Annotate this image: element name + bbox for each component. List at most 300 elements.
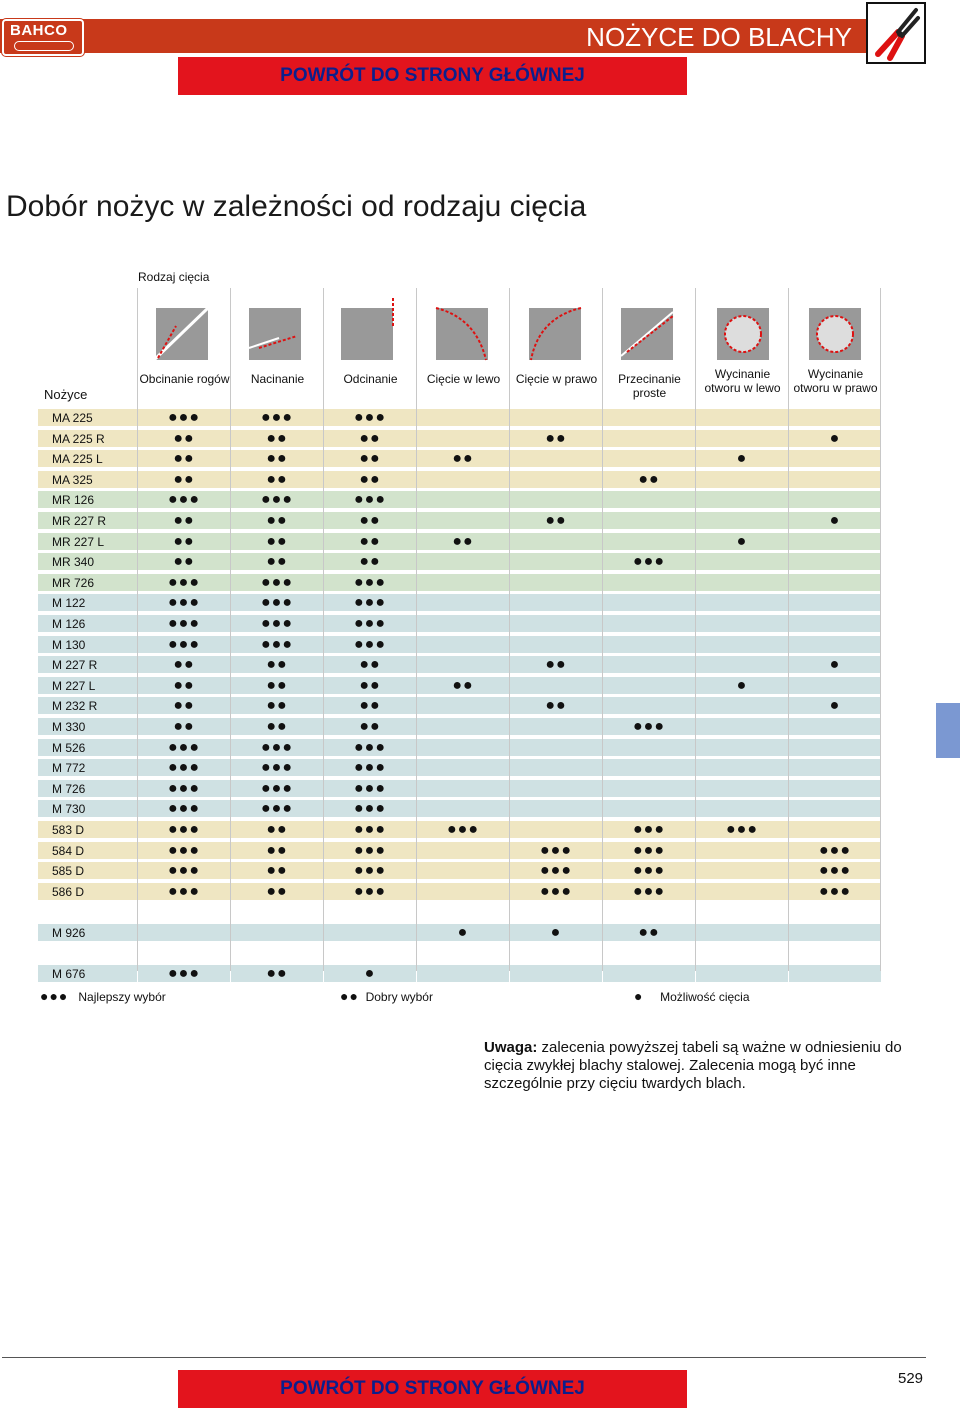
rating-dots: ●●● (633, 718, 665, 735)
rating-dots: ●● (173, 470, 195, 488)
table-row (38, 923, 882, 943)
rating-cell (417, 945, 509, 962)
rating-dots: ●●● (819, 841, 851, 859)
rating-cell (696, 718, 788, 735)
rating-dots: ●● (638, 470, 660, 488)
rating-dots: ●●● (261, 635, 293, 653)
shears-model: M 926 (52, 926, 86, 940)
footer-rule (2, 1357, 926, 1358)
legend-best: ●●● Najlepszy wybór (40, 988, 166, 1004)
rating-cell (789, 924, 881, 941)
rating-dots: ●● (173, 512, 195, 529)
shears-model: 586 D (52, 884, 85, 899)
rating-cell (696, 512, 788, 529)
rating-dots: ●●● (819, 862, 851, 880)
rating-dots: ●●● (168, 573, 200, 591)
rating-dots: ●●● (354, 491, 386, 509)
rating-dots: ● (736, 676, 748, 694)
rating-cell (789, 574, 881, 591)
table-row (38, 779, 882, 799)
rating-cell (324, 945, 416, 962)
shears-column-label: Nożyce (44, 387, 88, 402)
rating-dots: ●● (173, 553, 195, 571)
rating-dots: ●●● (261, 615, 293, 632)
rating-dots: ●● (266, 532, 288, 550)
rating-cell (417, 491, 509, 508)
rating-cell (789, 739, 881, 756)
rating-dots: ●● (173, 532, 195, 550)
column-divider (788, 288, 789, 971)
rating-cell (510, 636, 602, 653)
rating-cell (510, 965, 602, 982)
rating-cell (789, 409, 881, 426)
rating-cell (789, 594, 881, 611)
rating-dots: ●●● (168, 491, 200, 509)
rating-cell (603, 800, 695, 817)
rating-cell (324, 903, 416, 920)
rating-dots: ●● (545, 512, 567, 529)
table-row (38, 552, 882, 572)
rating-cell (603, 739, 695, 756)
rating-cell (510, 821, 602, 838)
rating-cell (417, 800, 509, 817)
col-head-7: Wycinanie otworu w prawo (793, 367, 878, 395)
rating-cell (696, 800, 788, 817)
table-row (38, 820, 882, 840)
rating-cell (417, 471, 509, 488)
shears-model: MA 225 (52, 411, 93, 425)
legend-good: ●● Dobry wybór (340, 988, 433, 1004)
rating-cell (789, 533, 881, 550)
rating-cell (510, 450, 602, 467)
rating-cell (417, 656, 509, 673)
rating-cell (603, 615, 695, 632)
rating-cell (138, 945, 230, 962)
rating-dots: ●● (359, 697, 381, 715)
rating-cell (231, 945, 323, 962)
rating-cell (510, 903, 602, 920)
shears-model: M 330 (52, 720, 86, 734)
shears-model: M 676 (52, 967, 86, 982)
rating-cell (696, 594, 788, 611)
rating-cell (417, 739, 509, 756)
shears-model: 585 D (52, 864, 85, 879)
rating-cell (789, 821, 881, 838)
rating-dots: ●● (545, 656, 567, 674)
table-row (38, 511, 882, 531)
rating-dots: ●● (359, 553, 381, 571)
shears-model: MR 227 L (52, 534, 105, 549)
rating-dots: ●● (359, 429, 381, 447)
rating-dots: ●● (173, 450, 195, 468)
col-head-6: Wycinanie otworu w lewo (704, 367, 781, 395)
rating-dots: ●●● (540, 862, 572, 880)
rating-cell (696, 574, 788, 591)
rating-cell (789, 718, 881, 735)
rating-dots: ●●● (261, 594, 293, 612)
table-row (38, 635, 882, 655)
rating-dots: ●●● (261, 759, 293, 777)
rating-dots: ●●● (168, 409, 200, 426)
rating-dots: ●● (452, 676, 474, 694)
rating-dots: ●● (173, 676, 195, 694)
rating-cell (417, 636, 509, 653)
rating-cell (603, 780, 695, 797)
rating-dots: ● (364, 965, 376, 983)
shears-model: M 227 L (52, 678, 96, 693)
rating-dots: ●●● (168, 882, 200, 900)
column-divider (230, 288, 231, 971)
straight-cut-icon (621, 308, 673, 360)
rating-dots: ●●● (354, 615, 386, 632)
shears-model: M 526 (52, 740, 86, 755)
rating-dots: ●● (173, 656, 195, 674)
rating-cell (510, 491, 602, 508)
rating-cell (789, 677, 881, 694)
rating-dots: ●●● (633, 862, 665, 880)
rating-cell (510, 553, 602, 570)
rating-cell (603, 656, 695, 673)
rating-dots: ●● (638, 924, 660, 941)
rating-cell (510, 574, 602, 591)
rating-cell (696, 697, 788, 714)
rating-cell (789, 636, 881, 653)
rating-cell (510, 800, 602, 817)
rating-dots: ●●● (261, 491, 293, 509)
rating-dots: ●●● (354, 841, 386, 859)
rating-cell (417, 883, 509, 900)
rating-dots: ●●● (354, 821, 386, 838)
rating-dots: ● (550, 924, 562, 941)
col-head-2: Odcinanie (343, 372, 398, 386)
rating-cell (696, 409, 788, 426)
rating-dots: ●● (452, 450, 474, 468)
table-row (38, 861, 882, 881)
shears-model: MR 126 (52, 493, 95, 508)
rating-dots: ●●● (168, 738, 200, 756)
rating-dots: ●●● (633, 841, 665, 859)
rating-cell (696, 945, 788, 962)
rating-dots: ●●● (819, 882, 851, 900)
rating-cell (789, 615, 881, 632)
shears-model: M 726 (52, 781, 86, 796)
rating-cell (231, 924, 323, 941)
rating-dots: ●●● (354, 635, 386, 653)
trimming-icon (341, 308, 393, 360)
rating-dots: ●● (266, 882, 288, 900)
column-divider (880, 288, 881, 971)
hole-right-icon (809, 308, 861, 360)
back-to-home-button-top[interactable]: POWRÓT DO STRONY GŁÓWNEJ (178, 57, 687, 95)
table-row (38, 655, 882, 675)
rating-dots: ●● (359, 718, 381, 735)
rating-cell (603, 574, 695, 591)
rating-cell (696, 430, 788, 447)
shears-model: M 772 (52, 761, 86, 776)
rating-cell (696, 780, 788, 797)
hole-left-icon (717, 308, 769, 360)
rating-dots: ●● (266, 656, 288, 674)
rating-cell (417, 759, 509, 776)
rating-cell (696, 862, 788, 879)
table-row (38, 882, 882, 902)
rating-cell (417, 780, 509, 797)
table-row (38, 902, 882, 922)
rating-cell (603, 512, 695, 529)
rating-dots: ●●● (261, 738, 293, 756)
rating-dots: ●● (173, 429, 195, 447)
rating-cell (510, 780, 602, 797)
rating-cell (603, 697, 695, 714)
table-row (38, 532, 882, 552)
rating-cell (510, 739, 602, 756)
rating-cell (417, 594, 509, 611)
rating-dots: ●●● (540, 841, 572, 859)
notching-icon (249, 308, 301, 360)
rating-dots: ●● (266, 470, 288, 488)
rating-cell (696, 965, 788, 982)
shears-model: M 730 (52, 802, 86, 817)
rating-cell (510, 533, 602, 550)
rating-dots: ●●● (354, 594, 386, 612)
rating-dots: ●● (545, 429, 567, 447)
rating-cell (510, 615, 602, 632)
rating-cell (417, 965, 509, 982)
rating-dots: ●● (359, 470, 381, 488)
rating-cell (603, 945, 695, 962)
rating-dots: ● (736, 450, 748, 468)
rating-cell (603, 636, 695, 653)
rating-dots: ●●● (354, 759, 386, 777)
rating-cell (417, 842, 509, 859)
rating-dots: ●● (359, 532, 381, 550)
legend-possible: ● Możliwość cięcia (634, 988, 750, 1004)
rating-cell (417, 718, 509, 735)
table-row (38, 799, 882, 819)
shears-model: M 232 R (52, 699, 98, 714)
rating-dots: ●●● (168, 841, 200, 859)
rating-cell (324, 924, 416, 941)
rating-cell (789, 945, 881, 962)
rating-dots: ●● (359, 512, 381, 529)
rating-cell (510, 409, 602, 426)
rating-cell (789, 965, 881, 982)
rating-cell (417, 862, 509, 879)
rating-dots: ●●● (354, 862, 386, 880)
table-row (38, 944, 882, 964)
table-row (38, 964, 882, 984)
table-row (38, 470, 882, 490)
table-row (38, 696, 882, 716)
rating-dots: ●● (266, 841, 288, 859)
rating-cell (417, 430, 509, 447)
table-row (38, 449, 882, 469)
table-row (38, 408, 882, 428)
rating-cell (696, 553, 788, 570)
rating-cell (417, 512, 509, 529)
cut-type-label: Rodzaj cięcia (138, 270, 210, 284)
rating-dots: ●●● (354, 800, 386, 818)
rating-cell (696, 636, 788, 653)
rating-dots: ●●● (633, 821, 665, 838)
rating-dots: ●●● (168, 759, 200, 777)
rating-cell (510, 594, 602, 611)
rating-cell (138, 903, 230, 920)
rating-dots: ●●● (540, 882, 572, 900)
row-name-cell (38, 903, 137, 920)
rating-cell (789, 471, 881, 488)
rating-cell (417, 574, 509, 591)
rating-cell (696, 903, 788, 920)
table-row (38, 593, 882, 613)
rating-cell (417, 697, 509, 714)
column-divider (323, 288, 324, 971)
table-header (38, 288, 882, 406)
rating-dots: ●● (266, 676, 288, 694)
shears-selection-table (38, 288, 882, 983)
page-number: 529 (898, 1370, 924, 1387)
rating-cell (603, 965, 695, 982)
rating-cell (510, 945, 602, 962)
rating-dots: ●●● (354, 779, 386, 797)
rating-cell (417, 553, 509, 570)
col-head-3: Cięcie w lewo (426, 372, 501, 386)
side-tab[interactable] (936, 703, 960, 758)
rating-cell (789, 450, 881, 467)
rating-cell (603, 533, 695, 550)
corner-cut-icon (156, 308, 208, 360)
rating-cell (696, 842, 788, 859)
column-divider (695, 288, 696, 971)
table-row (38, 429, 882, 449)
rating-dots: ●● (452, 532, 474, 550)
cut-right-icon (529, 308, 581, 360)
rating-dots: ●● (545, 697, 567, 715)
rating-dots: ●● (266, 553, 288, 571)
rating-dots: ●● (266, 718, 288, 735)
rating-dots: ●● (266, 512, 288, 529)
shears-model: 583 D (52, 823, 85, 837)
shears-model: 584 D (52, 843, 85, 858)
rating-cell (603, 594, 695, 611)
rating-dots: ●● (266, 862, 288, 880)
rating-dots: ● (829, 697, 841, 715)
rating-cell (603, 903, 695, 920)
rating-dots: ●●● (261, 800, 293, 818)
rating-cell (231, 903, 323, 920)
rating-cell (696, 924, 788, 941)
rating-cell (789, 759, 881, 776)
rating-cell (510, 677, 602, 694)
rating-dots: ●●● (354, 409, 386, 426)
table-row (38, 614, 882, 634)
rating-cell (138, 924, 230, 941)
column-divider (137, 288, 138, 971)
rating-dots: ●●● (354, 738, 386, 756)
shears-icon (866, 2, 926, 64)
rating-dots: ●●● (354, 573, 386, 591)
rating-dots: ●●● (261, 409, 293, 426)
rating-cell (603, 677, 695, 694)
shears-model: M 126 (52, 617, 86, 631)
table-row (38, 738, 882, 758)
shears-model: M 227 R (52, 658, 98, 673)
rating-cell (603, 491, 695, 508)
rating-cell (696, 491, 788, 508)
rating-dots: ●●● (261, 573, 293, 591)
rating-cell (603, 409, 695, 426)
rating-dots: ● (457, 924, 469, 941)
rating-dots: ●●● (633, 553, 665, 571)
rating-cell (696, 759, 788, 776)
section-title: NOŻYCE DO BLACHY (586, 22, 852, 52)
rating-cell (417, 409, 509, 426)
table-row (38, 676, 882, 696)
rating-dots: ●●● (168, 779, 200, 797)
col-head-4: Cięcie w prawo (515, 372, 598, 386)
rating-cell (603, 450, 695, 467)
shears-model: MA 325 (52, 472, 93, 487)
rating-cell (789, 491, 881, 508)
table-row (38, 717, 882, 737)
rating-cell (789, 800, 881, 817)
rating-dots: ●● (266, 697, 288, 715)
rating-dots: ●●● (168, 821, 200, 838)
col-head-1: Nacinanie (250, 372, 305, 386)
column-divider (509, 288, 510, 971)
row-name-cell (38, 945, 137, 962)
rating-dots: ● (829, 512, 841, 529)
rating-cell (696, 615, 788, 632)
rating-dots: ●● (359, 676, 381, 694)
shears-model: MA 225 L (52, 452, 103, 467)
rating-cell (603, 759, 695, 776)
shears-model: MR 340 (52, 555, 95, 570)
rating-dots: ●●● (168, 862, 200, 880)
rating-dots: ●●● (354, 882, 386, 900)
rating-dots: ●● (266, 965, 288, 983)
table-row (38, 758, 882, 778)
back-to-home-button-bottom[interactable]: POWRÓT DO STRONY GŁÓWNEJ (178, 1370, 687, 1408)
rating-dots: ●●● (726, 821, 758, 838)
col-head-5: Przecinanie proste (618, 372, 681, 400)
rating-dots: ●● (359, 656, 381, 674)
table-row (38, 490, 882, 510)
rating-cell (510, 759, 602, 776)
col-head-0: Obcinanie rogów (139, 372, 230, 386)
rating-dots: ●● (266, 429, 288, 447)
rating-dots: ●●● (168, 965, 200, 983)
note-text: Uwaga: zalecenia powyższej tabeli są ważne w odniesieniu do cięcia zwykłej blachy stalowej. Zalecenia mogą być inne szczególnie przy cięciu twardych blach. (484, 1039, 902, 1092)
rating-dots: ●●● (447, 821, 479, 838)
shears-model: M 130 (52, 637, 86, 652)
rating-cell (696, 883, 788, 900)
rating-dots: ●●● (168, 594, 200, 612)
page-title: Dobór nożyc w zależności od rodzaju cięcia (6, 190, 587, 223)
column-divider (602, 288, 603, 971)
rating-cell (510, 718, 602, 735)
rating-cell (789, 780, 881, 797)
rating-dots: ●● (359, 450, 381, 468)
rating-dots: ●●● (261, 779, 293, 797)
table-row (38, 841, 882, 861)
rating-cell (417, 903, 509, 920)
rating-dots: ● (736, 532, 748, 550)
column-divider (416, 288, 417, 971)
rating-cell (696, 471, 788, 488)
rating-cell (510, 471, 602, 488)
rating-dots: ●● (173, 718, 195, 735)
